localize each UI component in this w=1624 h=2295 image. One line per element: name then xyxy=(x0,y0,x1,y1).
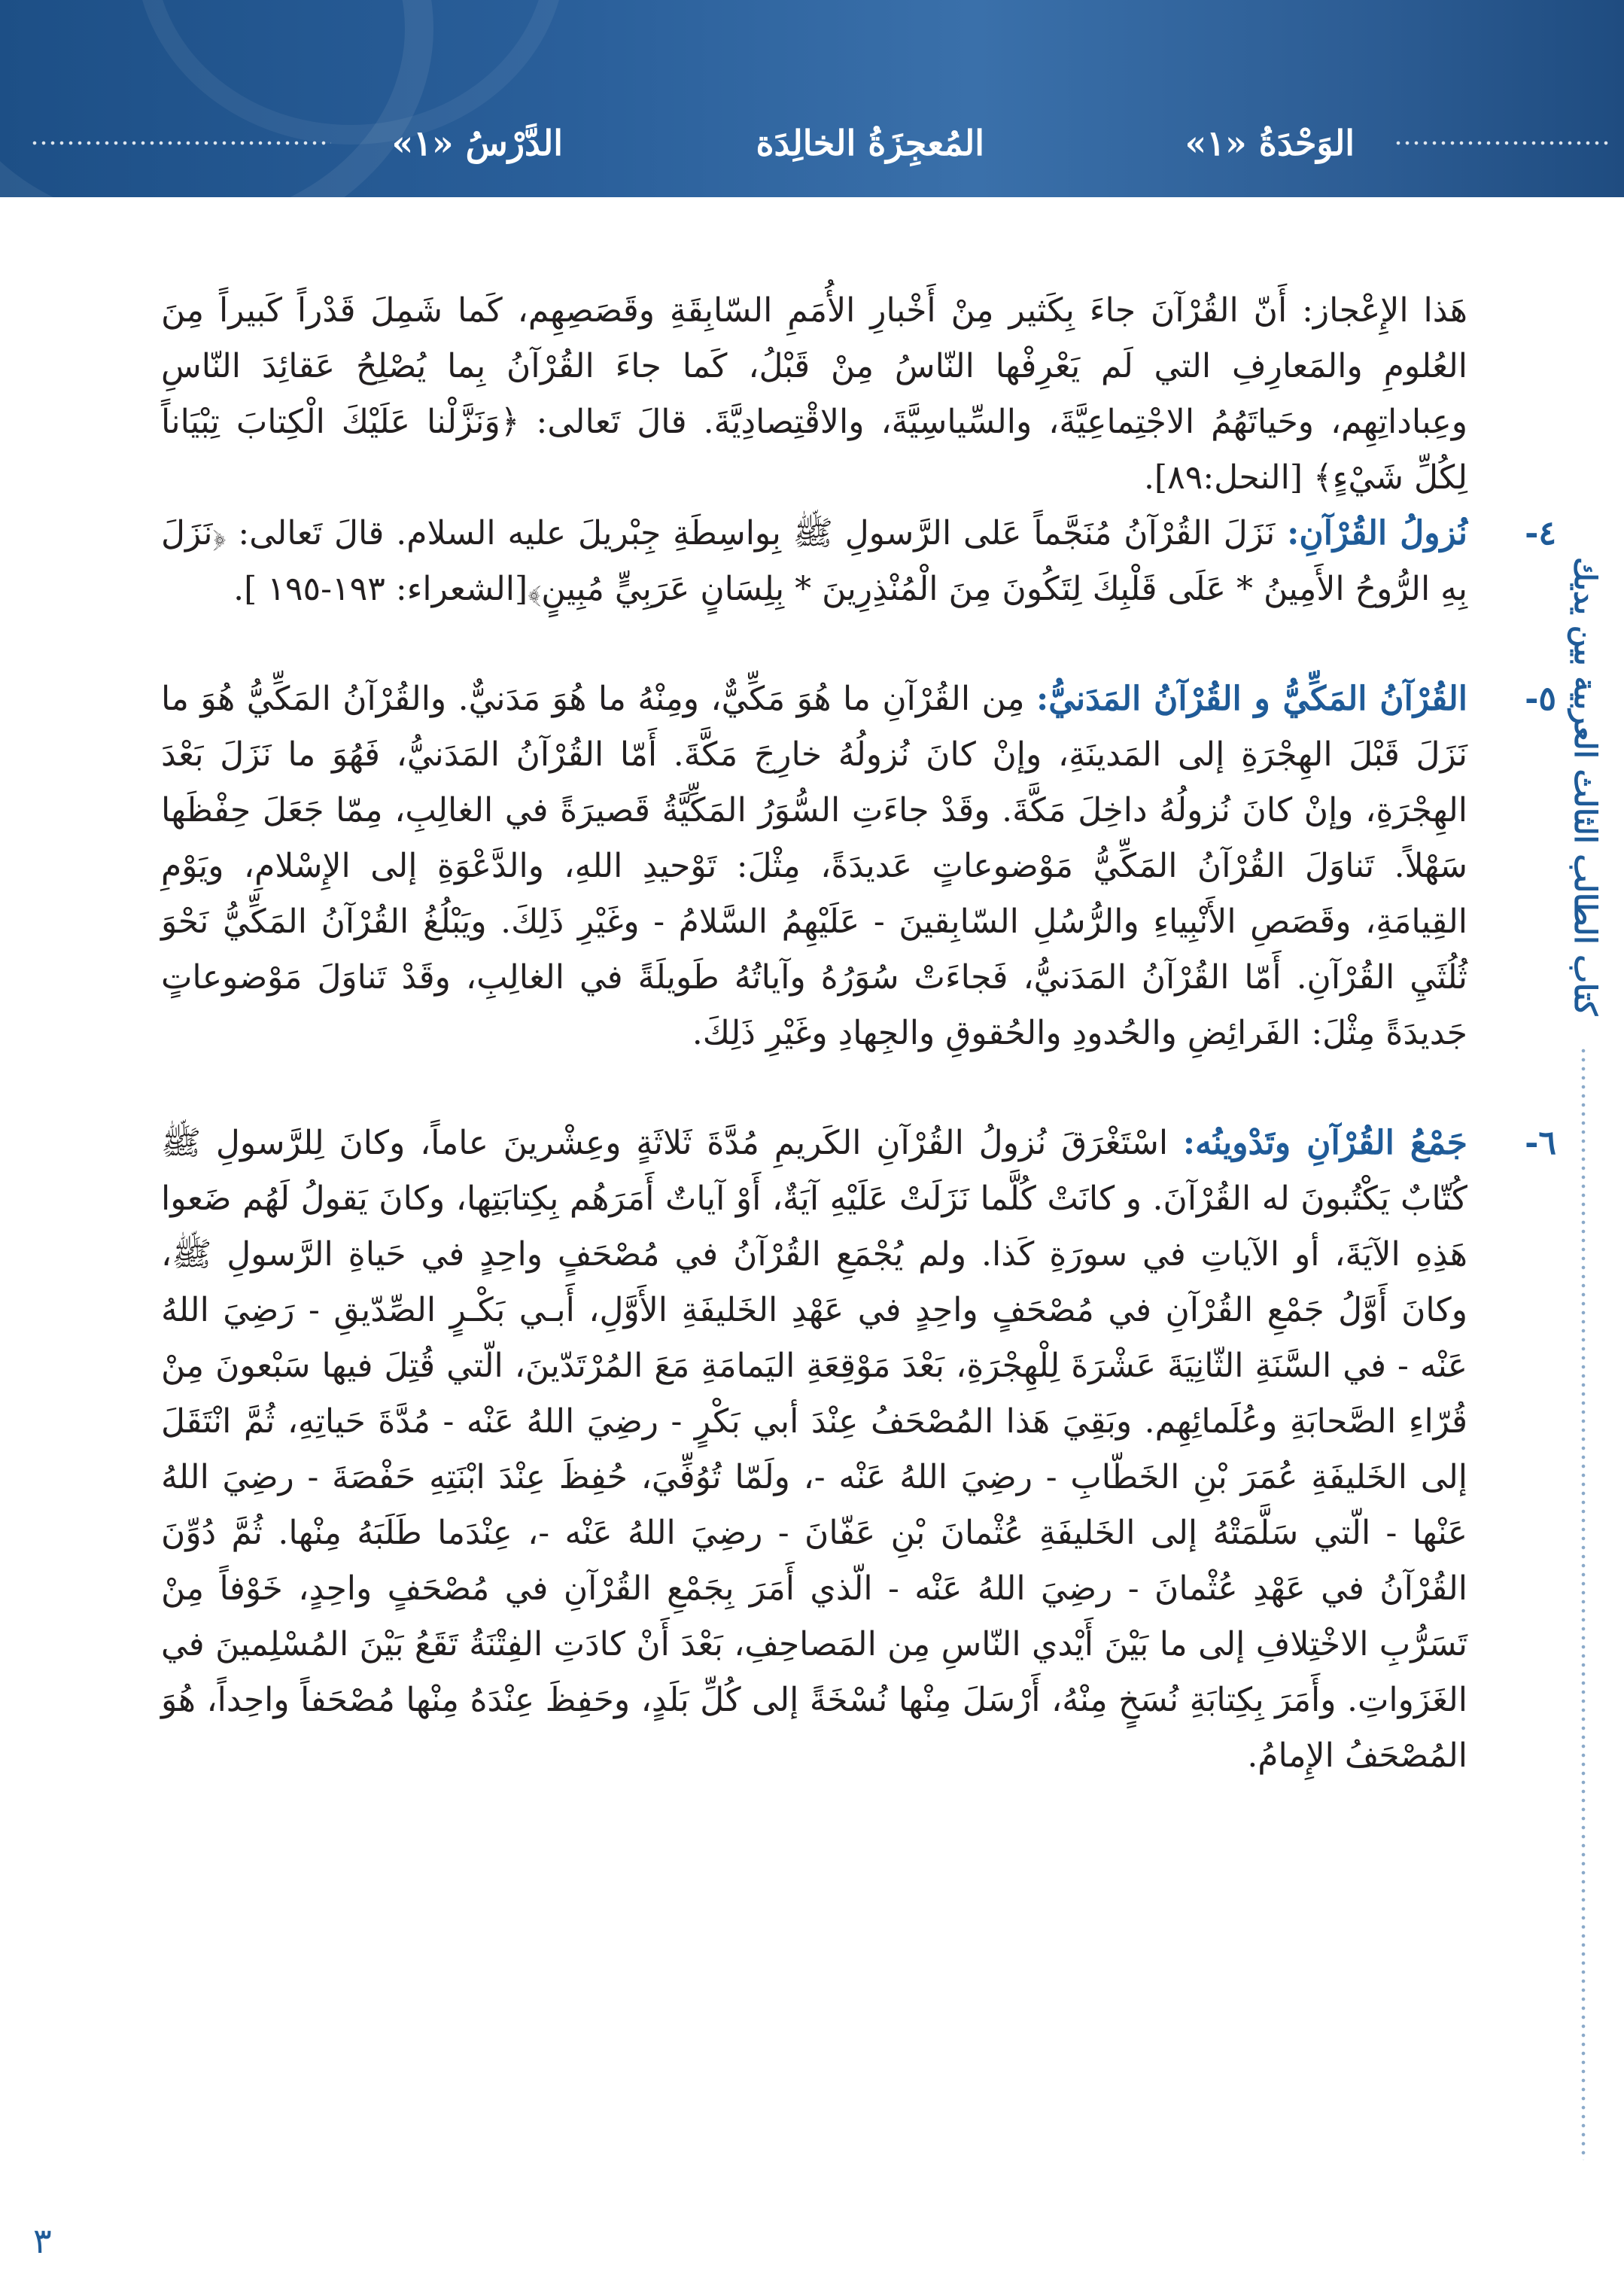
section-number: ٤- xyxy=(1525,514,1556,552)
section-text: نَزَلَ القُرْآنُ مُنَجَّماً عَلى الرَّسولِ ﷺ بِواسِطَةِ جِبْريلَ عليه السلام. قالَ تَعالى: ﴿نَزَلَ بِهِ الرُّوحُ الأَمِينُ * عَلَى قَلْبِكَ لِتَكُونَ مِنَ الْمُنْذِرِينَ * بِلِسَانٍ عَرَبِيٍّ مُبِينٍ﴾[الشعراء: ١٩٣-١٩٥ ]. xyxy=(161,514,1467,608)
section-paragraph xyxy=(161,671,1467,1061)
header-dots-left xyxy=(30,140,331,146)
section-item xyxy=(161,671,1556,1061)
section-paragraph xyxy=(161,1116,1467,1784)
section-title: نُزولُ القُرْآنِ: xyxy=(1287,514,1467,552)
section-item xyxy=(161,506,1556,617)
page-number: ٣ xyxy=(33,2220,52,2261)
section-text: اسْتَغْرَقَ نُزولُ القُرْآنِ الكَريمِ مُدَّةَ ثَلاثَةٍ وعِشْرينَ عاماً، وكانَ لِلرَّسولِ ﷺ كُتّابٌ يَكْتُبونَ له القُرْآنَ. و كانَتْ كُلَّما نَزَلَتْ عَلَيْهِ آيَةٌ، أَوْ آياتٌ أَمَرَهُم بِكِتابَتِها، وكانَ يَقولُ لَهُم ضَعوا هَذِهِ الآيَةَ، أو الآياتِ في سورَةِ كَذا. ولم يُجْمَعِ القُرْآنُ في مُصْحَفٍ واحِدٍ في حَياةِ الرَّسولِ ﷺ، وكانَ أَوَّلُ جَمْعِ القُرْآنِ في مُصْحَفٍ واحِدٍ في عَهْدِ الخَليفَةِ الأَوَّلِ، أَبـي بَكْـرٍ الصِّدّيقِ - رَضِيَ اللهُ عَنْه - في السَّنَةِ الثّانِيَةَ عَشْرَةَ لِلْهِجْرَةِ، بَعْدَ مَوْقِعَةِ اليَمامَةِ مَعَ المُرْتَدّينَ، الّتي قُتِلَ فيها سَبْعونَ مِنْ قُرّاءِ الصَّحابَةِ وعُلَمائِهِم. وبَقِيَ هَذا المُصْحَفُ عِنْدَ أبي بَكْرٍ - رضِيَ اللهُ عَنْه - مُدَّةَ حَياتِهِ، ثُمَّ انْتَقَلَ إلى الخَليفَةِ عُمَرَ بْنِ الخَطّابِ - رضِيَ اللهُ عَنْه -، ولَمّا تُوُفِّيَ، حُفِظَ عِنْدَ ابْنَتِهِ حَفْصَةَ - رضِيَ اللهُ عَنْها - الّتي سَلَّمَتْهُ إلى الخَليفَةِ عُثْمانَ بْنِ عَفّانَ - رضِيَ اللهُ عَنْه -، عِنْدَما طَلَبَهُ مِنْها. ثُمَّ دُوِّنَ القُرْآنُ في عَهْدِ عُثْمانَ - رضِيَ اللهُ عَنْه - الّذي أَمَرَ بِجَمْعِ القُرْآنِ في مُصْحَفٍ واحِدٍ، خَوْفاً مِنْ تَسَرُّبِ الاخْتِلافِ إلى ما بَيْنَ أَيْدي النّاسِ مِن المَصاحِفِ، بَعْدَ أَنْ كادَتِ الفِتْنَةُ تَقَعُ بَيْنَ المُسْلِمينَ في الغَزَواتِ. وأَمَرَ بِكِتابَةِ نُسَخٍ مِنْهُ، أَرْسَلَ مِنْها نُسْخَةً إلى كُلِّ بَلَدٍ، وحَفِظَ عِنْدَهُ مِنْها مُصْحَفاً واحِداً، هُوَ المُصْحَفُ الإِمامُ. xyxy=(161,1124,1467,1775)
lesson-title: المُعجِزَةُ الخالِدَة xyxy=(756,123,984,163)
section-title: القُرْآنُ المَكِّيُّ و القُرْآنُ المَدَنيُّ: xyxy=(1036,680,1467,718)
section-number: ٥- xyxy=(1525,680,1556,718)
page-content xyxy=(161,283,1556,1838)
side-dots xyxy=(1580,1046,1586,2160)
section-item xyxy=(161,1116,1556,1784)
unit-label: الوَحْدَةُ «١» xyxy=(1185,123,1355,163)
section-paragraph xyxy=(161,506,1467,617)
section-text: مِن القُرْآنِ ما هُوَ مَكِّيٌّ، ومِنْهُ ما هُوَ مَدَنيٌّ. والقُرْآنُ المَكِّيُّ هُوَ ما نَزَلَ قَبْلَ الهِجْرَةِ إلى المَدينَةِ، وإنْ كانَ نُزولُهُ خارِجَ مَكَّةَ. أَمّا القُرْآنُ المَدَنيُّ، فَهُوَ ما نَزَلَ بَعْدَ الهِجْرَةِ، وإنْ كانَ نُزولُهُ داخِلَ مَكَّةَ. وقَدْ جاءَتِ السُّوَرُ المَكِّيَّةُ قَصيرَةً في الغالِبِ، مِمّا جَعَلَ حِفْظَها سَهْلاً. تَناوَلَ القُرْآنُ المَكِّيُّ مَوْضوعاتٍ عَديدَةً، مِثْلَ: تَوْحيدِ اللهِ، والدَّعْوَةِ إلى الإِسْلامِ، ويَوْمِ القِيامَةِ، وقَصَصِ الأَنْبِياءِ والرُّسُلِ السّابِقينَ - عَلَيْهِمُ السَّلامُ - وغَيْرِ ذَلِكَ. ويَبْلُغُ القُرْآنُ المَكِّيُّ نَحْوَ ثُلُثَيِ القُرْآنِ. أَمّا القُرْآنُ المَدَنيُّ، فَجاءَتْ سُوَرُهُ وآياتُهُ طَويلَةً في الغالِبِ، وقَدْ تَناوَلَ مَوْضوعاتٍ جَديدَةً مِثْلَ: الفَرائِضِ والحُدودِ والحُقوقِ والجِهادِ وغَيْرِ ذَلِكَ. xyxy=(161,680,1467,1052)
lesson-label: الدَّرْسُ «١» xyxy=(391,123,563,163)
header-dots-right xyxy=(1394,140,1612,146)
section-title: جَمْعُ القُرْآنِ وتَدْوينُه: xyxy=(1182,1124,1467,1162)
section-number: ٦- xyxy=(1525,1124,1556,1162)
book-side-title: كتاب الطالب الثالث العربية بين يديك xyxy=(1568,557,1603,1016)
page-header xyxy=(0,0,1624,197)
intro-paragraph: هَذا الإِعْجاز: أَنّ القُرْآنَ جاءَ بِكَثير مِنْ أَخْبارِ الأُمَمِ السّابِقَةِ وقَصَصِهِم، كَما شَمِلَ قَدْراً كَبيراً مِنَ العُلومِ والمَعارِفِ التي لَم يَعْرِفْها النّاسُ مِنْ قَبْلُ، كَما جاءَ القُرْآنُ بِما يُصْلِحُ عَقائِدَ النّاسِ وعِباداتِهِم، وحَياتَهُمُ الاجْتِماعِيَّةَ، والسِّياسِيَّةَ، والاقْتِصادِيَّةَ. قالَ تَعالى: ﴿وَنَزَّلْنا عَلَيْكَ الْكِتابَ تِبْيَاناً لِكُلِّ شَيْءٍ﴾ [النحل:٨٩]. xyxy=(161,291,1467,497)
